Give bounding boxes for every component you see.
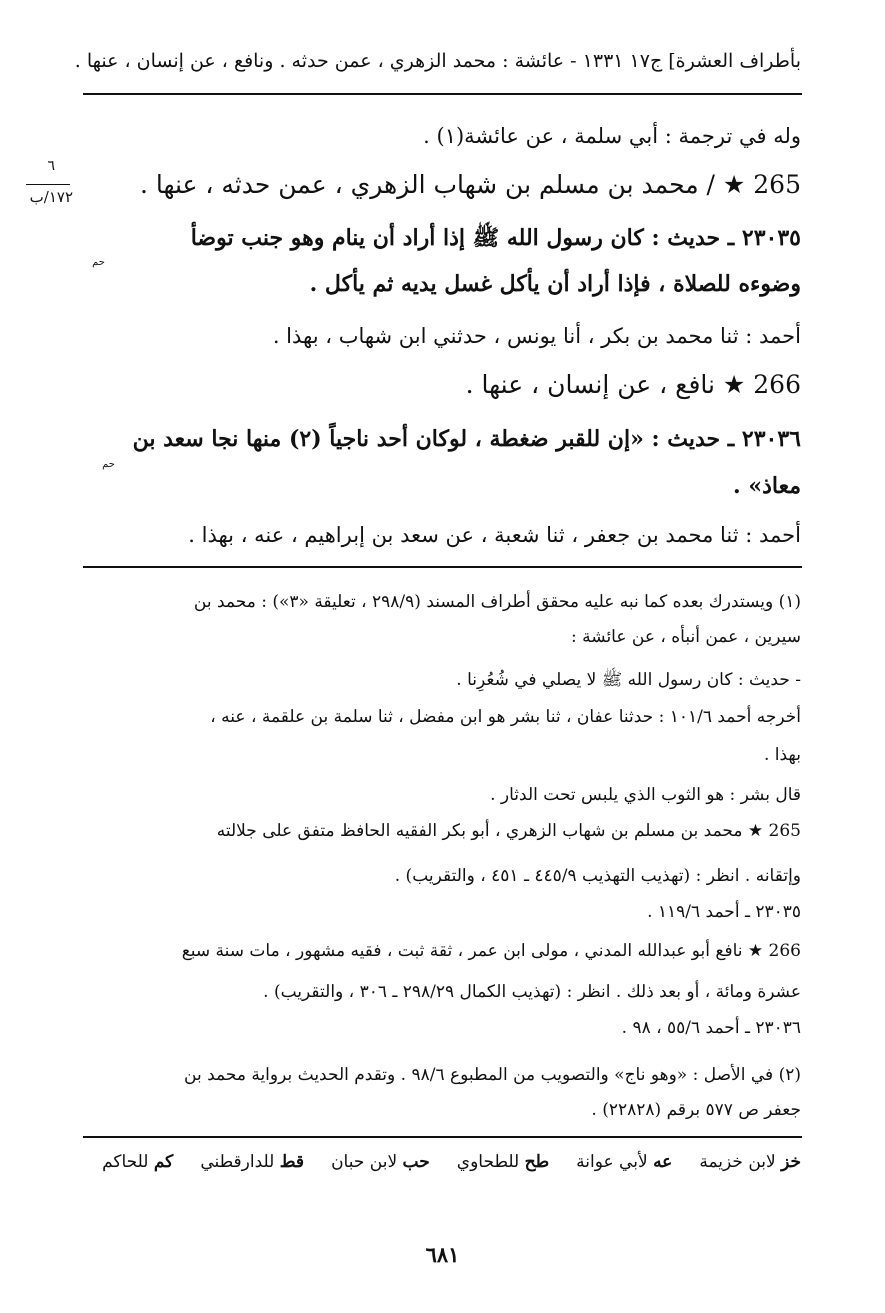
- note-265-line3: ٢٣٠٣٥ ـ أحمد ١١٩/٦ .: [647, 902, 801, 922]
- margin-manuscript-number: ٦: [47, 158, 55, 174]
- note-265-line2: وإتقانه . انظر : (تهذيب التهذيب ٤٤٥/٩ ـ ٤٥١ ، والتقريب) .: [394, 866, 801, 886]
- hadith-23036-line1: ٢٣٠٣٦ ـ حديث : «إن للقبر ضغطة ، لوكان أحد ناجياً (٢) منها نجا سعد بن: [132, 426, 801, 452]
- abbreviations-legend: [102, 1152, 801, 1172]
- ahmad-chain-1: أحمد : ثنا محمد بن بكر ، أنا يونس ، حدثني ابن شهاب ، بهذا .: [272, 324, 801, 348]
- ahmad-chain-2: أحمد : ثنا محمد بن جعفر ، ثنا شعبة ، عن سعد بن إبراهيم ، عنه ، بهذا .: [188, 523, 801, 547]
- hadith-23035-line2: وضوءه للصلاة ، فإذا أراد أن يأكل غسل يديه ثم يأكل .: [309, 271, 801, 297]
- footnote-1-line6: قال بشر : هو الثوب الذي يلبس تحت الدثار .: [490, 785, 801, 805]
- note-266-line3: ٢٣٠٣٦ ـ أحمد ٥٥/٦ ، ٩٨ .: [621, 1018, 801, 1038]
- footnote-1-line2: سيرين ، عمن أنبأه ، عن عائشة :: [571, 627, 801, 647]
- abbr-item: قط للدارقطني: [200, 1152, 305, 1172]
- abbr-item: كم للحاكم: [102, 1152, 174, 1172]
- hadith-23035-line1: ٢٣٠٣٥ ـ حديث : كان رسول الله ﷺ إذا أراد أن ينام وهو جنب توضأ: [190, 225, 801, 251]
- footnote-1-line4: أخرجه أحمد ١٠١/٦ : حدثنا عفان ، ثنا بشر هو ابن مفضل ، ثنا سلمة بن علقمة ، عنه ،: [210, 707, 801, 727]
- note-266-line1: 266 ★ نافع أبو عبدالله المدني ، مولى ابن عمر ، ثقة ثبت ، فقيه مشهور ، مات سنة سبع: [181, 941, 801, 961]
- abbr-item: حب لابن حبان: [331, 1152, 430, 1172]
- note-266-line2: عشرة ومائة ، أو بعد ذلك . انظر : (تهذيب الكمال ٢٩٨/٢٩ ـ ٣٠٦ ، والتقريب) .: [263, 982, 801, 1002]
- abbr-item: طح للطحاوي: [456, 1152, 550, 1172]
- page-number: ٦٨١: [425, 1242, 460, 1267]
- entry-266-heading: 266 ★ نافع ، عن إنسان ، عنها .: [465, 370, 801, 399]
- hadith-23036-line2: معاذ» .: [733, 473, 801, 499]
- body-line-intro: وله في ترجمة : أبي سلمة ، عن عائشة(١) .: [423, 124, 801, 148]
- hadith-23036-source-mark: حم: [102, 459, 115, 470]
- margin-folio-reference: ١٧٢/ب: [29, 188, 73, 206]
- abbr-item: خز لابن خزيمة: [699, 1152, 801, 1172]
- footnote-1-line1: (١) ويستدرك بعده كما نبه عليه محقق أطراف المسند (٢٩٨/٩ ، تعليقة «٣») : محمد بن: [193, 592, 801, 612]
- abbreviation-divider: [83, 1136, 802, 1138]
- hadith-23035-source-mark: حم: [92, 257, 105, 268]
- footnote-divider: [83, 566, 802, 568]
- footnote-2-line2: جعفر ص ٥٧٧ برقم (٢٢٨٢٨) .: [591, 1100, 801, 1120]
- running-header: بأطراف العشرة] ج١٧ ١٣٣١ - عائشة : محمد الزهري ، عمن حدثه . ونافع ، عن إنسان ، عنها .: [74, 50, 801, 72]
- footnote-1-line5: بهذا .: [763, 745, 801, 765]
- entry-265-heading: 265 ★ / محمد بن مسلم بن شهاب الزهري ، عمن حدثه ، عنها .: [139, 170, 801, 199]
- abbr-item: عه لأبي عوانة: [576, 1152, 673, 1172]
- note-265-line1: 265 ★ محمد بن مسلم بن شهاب الزهري ، أبو بكر الفقيه الحافظ متفق على جلالته: [216, 821, 801, 841]
- header-divider: [83, 93, 802, 95]
- footnote-1-line3: - حديث : كان رسول الله ﷺ لا يصلي في شُعُرِنا .: [456, 670, 801, 690]
- margin-divider: [26, 184, 70, 185]
- footnote-2-line1: (٢) في الأصل : «وهو ناج» والتصويب من المطبوع ٩٨/٦ . وتقدم الحديث برواية محمد بن: [184, 1065, 801, 1085]
